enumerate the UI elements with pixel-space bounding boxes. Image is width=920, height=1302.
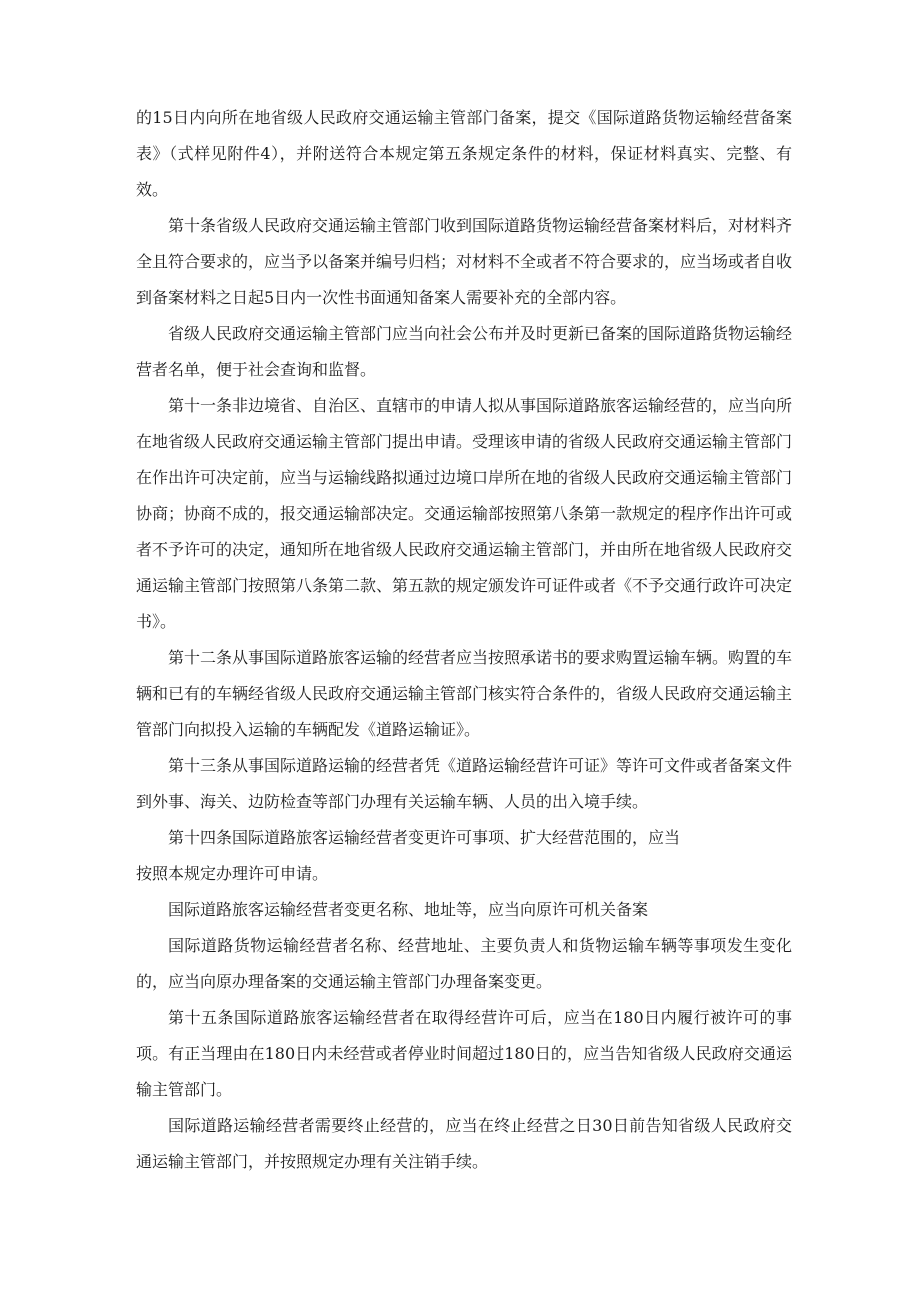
paragraph-continuation: 的15日内向所在地省级人民政府交通运输主管部门备案，提交《国际道路货物运输经营备案表》（式样见附件4），并附送符合本规定第五条规定条件的材料，保证材料真实、完整、有效。 xyxy=(136,108,792,199)
paragraph-article-14: 第十四条国际道路旅客运输经营者变更许可事项、扩大经营范围的，应当 xyxy=(168,828,681,847)
paragraph-article-11: 第十一条非边境省、自治区、直辖市的申请人拟从事国际道路旅客运输经营的，应当向所在地省级人民政府交通运输主管部门提出申请。受理该申请的省级人民政府交通运输主管部门在作出许可决定前，应当与运输线路拟通过边境口岸所在地的省级人民政府交通运输主管部门协商；协商不成的，报交通运输部决定。交通运输部按照第八条第一款规定的程序作出许可或者不予许可的决定，通知所在地省级人民政府交通运输主管部门，并由所在地省级人民政府交通运输主管部门按照第八条第二款、第五款的规定颁发许可证件或者《不予交通行政许可决定书》。 xyxy=(136,396,793,631)
paragraph-article-14-continued: 按照本规定办理许可申请。 xyxy=(136,864,329,883)
paragraph-article-13: 第十三条从事国际道路运输的经营者凭《道路运输经营许可证》等许可文件或者备案文件到外事、海关、边防检查等部门办理有关运输车辆、人员的出入境手续。 xyxy=(136,756,793,811)
paragraph-publication: 省级人民政府交通运输主管部门应当向社会公布并及时更新已备案的国际道路货物运输经营者名单，便于社会查询和监督。 xyxy=(136,324,793,379)
paragraph-article-10: 第十条省级人民政府交通运输主管部门收到国际道路货物运输经营备案材料后，对材料齐全且符合要求的，应当予以备案并编号归档；对材料不全或者不符合要求的，应当场或者自收到备案材料之日起5日内一次性书面通知备案人需要补充的全部内容。 xyxy=(136,216,793,307)
paragraph-article-12: 第十二条从事国际道路旅客运输的经营者应当按照承诺书的要求购置运输车辆。购置的车辆和已有的车辆经省级人民政府交通运输主管部门核实符合条件的，省级人民政府交通运输主管部门向拟投入运输的车辆配发《道路运输证》。 xyxy=(136,648,793,739)
paragraph-freight-change: 国际道路货物运输经营者名称、经营地址、主要负责人和货物运输车辆等事项发生变化的，应当向原办理备案的交通运输主管部门办理备案变更。 xyxy=(136,936,792,991)
paragraph-article-15: 第十五条国际道路旅客运输经营者在取得经营许可后，应当在180日内履行被许可的事项。有正当理由在180日内未经营或者停业时间超过180日的，应当告知省级人民政府交通运输主管部门。 xyxy=(136,1008,792,1099)
paragraph-passenger-change: 国际道路旅客运输经营者变更名称、地址等，应当向原许可机关备案 xyxy=(168,900,649,919)
document-body xyxy=(136,100,792,1180)
paragraph-termination: 国际道路运输经营者需要终止经营的，应当在终止经营之日30日前告知省级人民政府交通运输主管部门，并按照规定办理有关注销手续。 xyxy=(136,1116,792,1171)
